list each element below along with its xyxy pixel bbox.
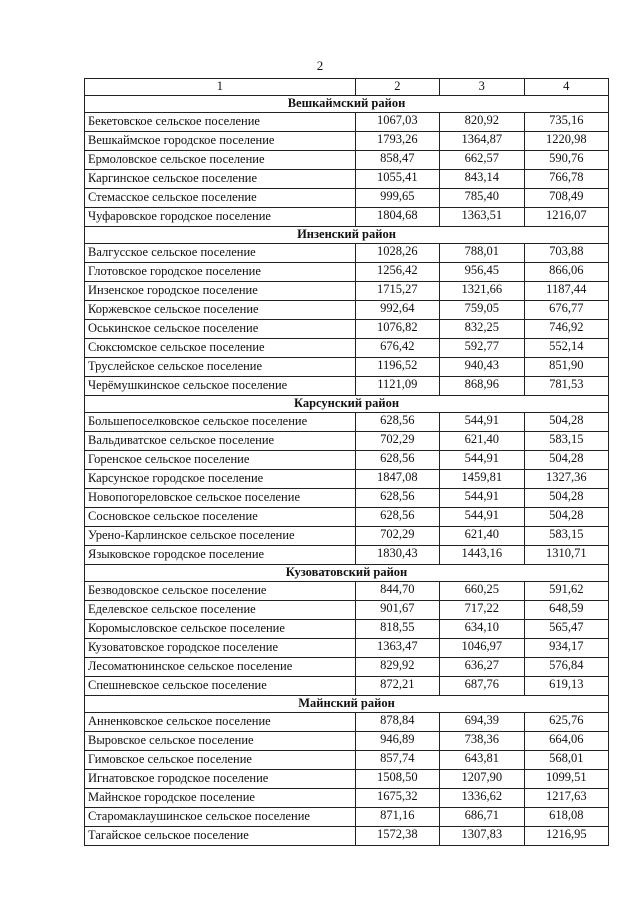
value-cell-col-2: 844,70 [355,582,439,601]
value-cell-col-3: 1443,16 [440,546,524,565]
value-cell-col-2: 857,74 [355,751,439,770]
value-cell-col-2: 702,29 [355,432,439,451]
settlement-name-cell: Сюксюмское сельское поселение [85,339,356,358]
value-cell-col-4: 851,90 [524,358,608,377]
value-cell-col-3: 832,25 [440,320,524,339]
table-row [85,582,609,601]
settlement-name-cell: Урено-Карлинское сельское поселение [85,527,356,546]
settlement-name-cell: Горенское сельское поселение [85,451,356,470]
value-cell-col-3: 1207,90 [440,770,524,789]
settlement-name-cell: Спешневское сельское поселение [85,677,356,696]
value-cell-col-4: 1216,95 [524,827,608,846]
value-cell-col-2: 628,56 [355,489,439,508]
section-title: Вешкаймский район [85,96,609,113]
value-cell-col-3: 1364,87 [440,132,524,151]
value-cell-col-3: 544,91 [440,413,524,432]
value-cell-col-2: 871,16 [355,808,439,827]
table-row [85,489,609,508]
value-cell-col-2: 1847,08 [355,470,439,489]
value-cell-col-4: 676,77 [524,301,608,320]
value-cell-col-3: 636,27 [440,658,524,677]
table-row [85,377,609,396]
value-cell-col-3: 1336,62 [440,789,524,808]
value-cell-col-4: 866,06 [524,263,608,282]
section-title: Майнский район [85,696,609,713]
value-cell-col-3: 759,05 [440,301,524,320]
table-row [85,620,609,639]
value-cell-col-3: 621,40 [440,432,524,451]
column-header: 3 [440,79,524,96]
settlement-name-cell: Майнское городское поселение [85,789,356,808]
table-row [85,451,609,470]
value-cell-col-2: 1830,43 [355,546,439,565]
value-cell-col-3: 843,14 [440,170,524,189]
column-header-row [85,79,609,96]
section-header-row [85,565,609,582]
value-cell-col-4: 735,16 [524,113,608,132]
value-cell-col-2: 829,92 [355,658,439,677]
value-cell-col-4: 664,06 [524,732,608,751]
value-cell-col-3: 662,57 [440,151,524,170]
value-cell-col-2: 1055,41 [355,170,439,189]
value-cell-col-2: 999,65 [355,189,439,208]
value-cell-col-3: 544,91 [440,489,524,508]
section-title: Кузоватовский район [85,565,609,582]
settlement-name-cell: Карсунское городское поселение [85,470,356,489]
table-row [85,713,609,732]
value-cell-col-3: 956,45 [440,263,524,282]
settlement-name-cell: Большепоселковское сельское поселение [85,413,356,432]
table-row [85,339,609,358]
value-cell-col-3: 686,71 [440,808,524,827]
value-cell-col-4: 781,53 [524,377,608,396]
settlement-name-cell: Новопогореловское сельское поселение [85,489,356,508]
table-row [85,527,609,546]
table-row [85,770,609,789]
section-header-row [85,696,609,713]
section-header-row [85,96,609,113]
value-cell-col-2: 858,47 [355,151,439,170]
value-cell-col-3: 738,36 [440,732,524,751]
value-cell-col-2: 1793,26 [355,132,439,151]
settlement-name-cell: Лесоматюнинское сельское поселение [85,658,356,677]
column-header: 2 [355,79,439,96]
settlement-name-cell: Выровское сельское поселение [85,732,356,751]
table-row [85,732,609,751]
value-cell-col-2: 1508,50 [355,770,439,789]
value-cell-col-4: 504,28 [524,508,608,527]
table-row [85,508,609,527]
table-row [85,358,609,377]
value-cell-col-2: 1076,82 [355,320,439,339]
table-row [85,546,609,565]
page-number: 2 [316,58,324,73]
settlement-name-cell: Игнатовское городское поселение [85,770,356,789]
value-cell-col-4: 590,76 [524,151,608,170]
settlement-name-cell: Ермоловское сельское поселение [85,151,356,170]
table-row [85,639,609,658]
value-cell-col-3: 694,39 [440,713,524,732]
table-row [85,470,609,489]
table-row [85,151,609,170]
settlement-name-cell: Вешкаймское городское поселение [85,132,356,151]
settlement-name-cell: Старомаклаушинское сельское поселение [85,808,356,827]
value-cell-col-4: 1327,36 [524,470,608,489]
settlement-name-cell: Анненковское сельское поселение [85,713,356,732]
settlement-name-cell: Инзенское городское поселение [85,282,356,301]
value-cell-col-3: 820,92 [440,113,524,132]
settlement-name-cell: Труслейское сельское поселение [85,358,356,377]
value-cell-col-4: 568,01 [524,751,608,770]
settlement-name-cell: Безводовское сельское поселение [85,582,356,601]
value-cell-col-2: 946,89 [355,732,439,751]
value-cell-col-2: 1675,32 [355,789,439,808]
settlement-name-cell: Бекетовское сельское поселение [85,113,356,132]
value-cell-col-2: 878,84 [355,713,439,732]
value-cell-col-4: 552,14 [524,339,608,358]
value-cell-col-4: 504,28 [524,489,608,508]
settlement-name-cell: Еделевское сельское поселение [85,601,356,620]
value-cell-col-2: 1804,68 [355,208,439,227]
table-row [85,808,609,827]
value-cell-col-4: 1216,07 [524,208,608,227]
settlements-table [84,78,609,846]
value-cell-col-2: 992,64 [355,301,439,320]
value-cell-col-4: 583,15 [524,527,608,546]
section-header-row [85,227,609,244]
value-cell-col-3: 643,81 [440,751,524,770]
value-cell-col-3: 1321,66 [440,282,524,301]
value-cell-col-3: 544,91 [440,508,524,527]
table-row [85,113,609,132]
value-cell-col-2: 1363,47 [355,639,439,658]
value-cell-col-4: 504,28 [524,451,608,470]
value-cell-col-3: 868,96 [440,377,524,396]
settlement-name-cell: Гимовское сельское поселение [85,751,356,770]
settlement-name-cell: Кузоватовское городское поселение [85,639,356,658]
settlement-name-cell: Сосновское сельское поселение [85,508,356,527]
table-row [85,320,609,339]
table-row [85,827,609,846]
value-cell-col-2: 628,56 [355,451,439,470]
settlement-name-cell: Тагайское сельское поселение [85,827,356,846]
value-cell-col-2: 702,29 [355,527,439,546]
value-cell-col-2: 628,56 [355,413,439,432]
settlement-name-cell: Стемасское сельское поселение [85,189,356,208]
value-cell-col-4: 618,08 [524,808,608,827]
value-cell-col-4: 1099,51 [524,770,608,789]
value-cell-col-2: 1196,52 [355,358,439,377]
column-header: 4 [524,79,608,96]
value-cell-col-3: 660,25 [440,582,524,601]
value-cell-col-2: 1256,42 [355,263,439,282]
settlement-name-cell: Языковское городское поселение [85,546,356,565]
value-cell-col-3: 788,01 [440,244,524,263]
value-cell-col-3: 1307,83 [440,827,524,846]
table-row [85,413,609,432]
table-row [85,677,609,696]
value-cell-col-2: 1121,09 [355,377,439,396]
value-cell-col-3: 717,22 [440,601,524,620]
table-body [85,79,609,846]
value-cell-col-2: 628,56 [355,508,439,527]
value-cell-col-2: 1067,03 [355,113,439,132]
column-header: 1 [85,79,356,96]
table-row [85,751,609,770]
value-cell-col-4: 766,78 [524,170,608,189]
section-title: Инзенский район [85,227,609,244]
value-cell-col-2: 676,42 [355,339,439,358]
settlement-name-cell: Каргинское сельское поселение [85,170,356,189]
value-cell-col-3: 1046,97 [440,639,524,658]
table-row [85,208,609,227]
table-row [85,301,609,320]
table-row [85,789,609,808]
value-cell-col-4: 708,49 [524,189,608,208]
value-cell-col-4: 625,76 [524,713,608,732]
value-cell-col-4: 1187,44 [524,282,608,301]
value-cell-col-4: 648,59 [524,601,608,620]
settlement-name-cell: Коромысловское сельское поселение [85,620,356,639]
table-row [85,189,609,208]
value-cell-col-4: 619,13 [524,677,608,696]
table-row [85,658,609,677]
value-cell-col-4: 746,92 [524,320,608,339]
value-cell-col-3: 785,40 [440,189,524,208]
value-cell-col-2: 1028,26 [355,244,439,263]
value-cell-col-2: 872,21 [355,677,439,696]
value-cell-col-4: 576,84 [524,658,608,677]
value-cell-col-2: 818,55 [355,620,439,639]
value-cell-col-4: 583,15 [524,432,608,451]
table-row [85,601,609,620]
table-row [85,263,609,282]
value-cell-col-3: 1363,51 [440,208,524,227]
table-row [85,170,609,189]
value-cell-col-3: 1459,81 [440,470,524,489]
table-row [85,432,609,451]
value-cell-col-4: 1310,71 [524,546,608,565]
value-cell-col-4: 703,88 [524,244,608,263]
value-cell-col-4: 591,62 [524,582,608,601]
value-cell-col-4: 1217,63 [524,789,608,808]
table-row [85,132,609,151]
section-header-row [85,396,609,413]
value-cell-col-2: 901,67 [355,601,439,620]
value-cell-col-3: 621,40 [440,527,524,546]
value-cell-col-2: 1572,38 [355,827,439,846]
settlement-name-cell: Валгусское сельское поселение [85,244,356,263]
value-cell-col-4: 934,17 [524,639,608,658]
value-cell-col-4: 1220,98 [524,132,608,151]
value-cell-col-4: 565,47 [524,620,608,639]
value-cell-col-3: 940,43 [440,358,524,377]
settlement-name-cell: Вальдиватское сельское поселение [85,432,356,451]
value-cell-col-2: 1715,27 [355,282,439,301]
table-row [85,282,609,301]
value-cell-col-3: 592,77 [440,339,524,358]
value-cell-col-3: 687,76 [440,677,524,696]
settlement-name-cell: Черёмушкинское сельское поселение [85,377,356,396]
settlement-name-cell: Глотовское городское поселение [85,263,356,282]
settlement-name-cell: Оськинское сельское поселение [85,320,356,339]
value-cell-col-4: 504,28 [524,413,608,432]
settlement-name-cell: Чуфаровское городское поселение [85,208,356,227]
section-title: Карсунский район [85,396,609,413]
value-cell-col-3: 544,91 [440,451,524,470]
table-row [85,244,609,263]
settlement-name-cell: Коржевское сельское поселение [85,301,356,320]
value-cell-col-3: 634,10 [440,620,524,639]
